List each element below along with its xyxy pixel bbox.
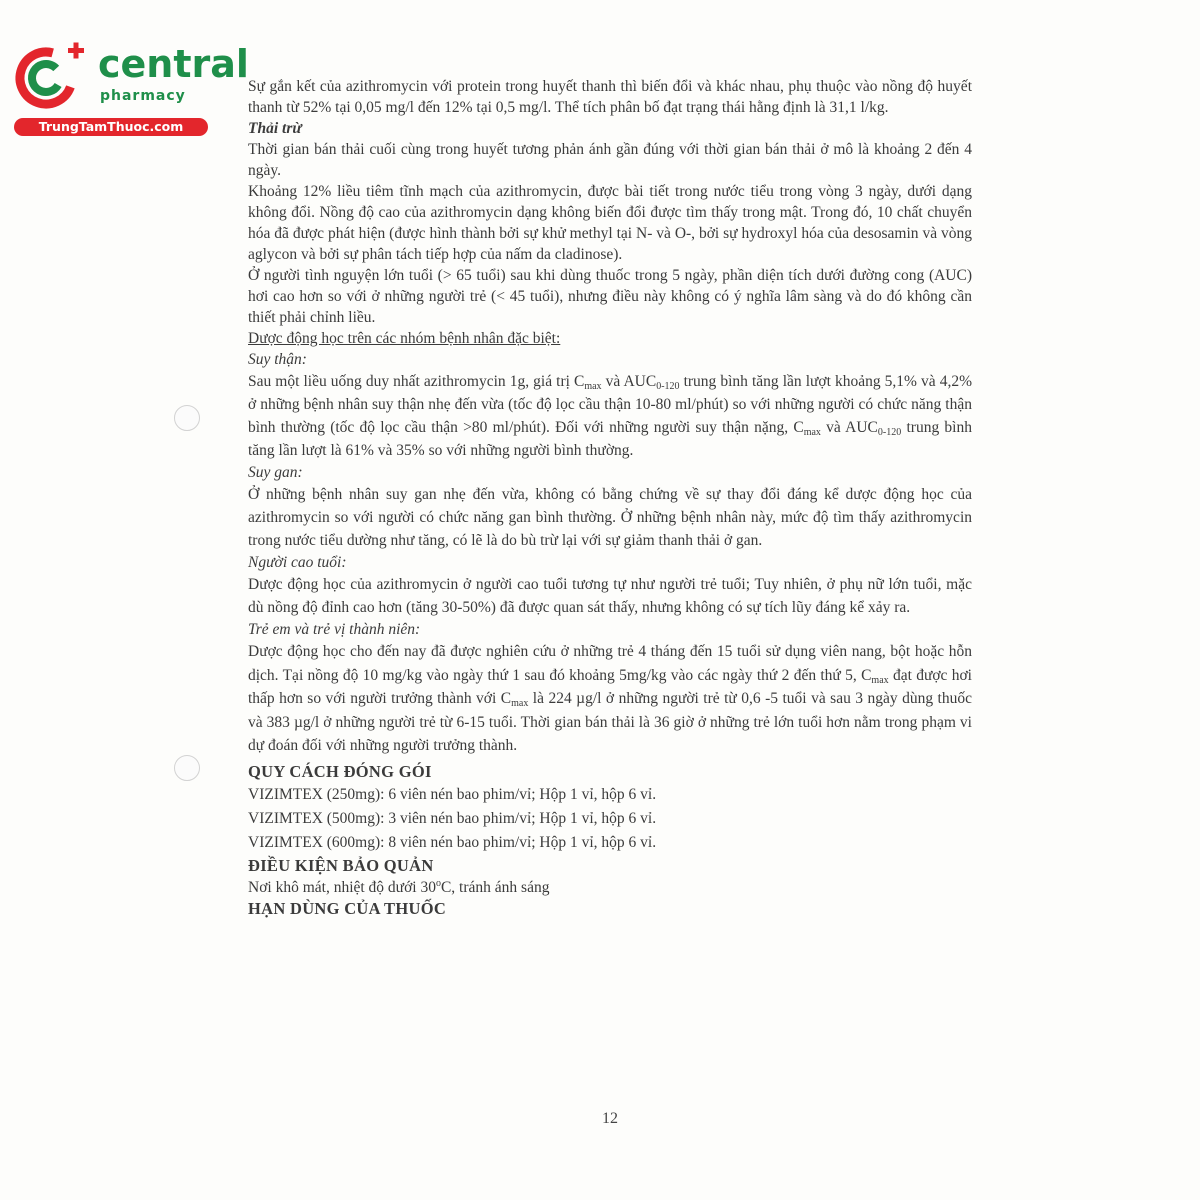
paragraph-tre-em: Dược động học cho đến nay đã được nghiên cứu ở những trẻ 4 tháng đến 15 tuổi sử dụng viên nang, bột hoặc hỗn dịch. Tại nồng độ 10 mg/kg vào ngày thứ 1 sau đó khoảng 5mg/kg vào các ngày thứ 2 đến thứ 5, $C_{max}$ đạt được hơi thấp hơn so với người trưởng thành với $C_{max}$ là 224 µg/l ở những người trẻ từ 0,6 -5 tuổi và sau 3 ngày dùng thuốc và 383 µg/l ở những người trẻ từ 6-15 tuổi. Thời gian bán thải là 36 giờ ở những trẻ lớn tuổi hơn nằm trong phạm vi dự đoán đối với những người trưởng thành. bbox=[248, 643, 972, 754]
heading-nguoi-cao-tuoi: Người cao tuổi: bbox=[248, 554, 347, 571]
heading-suy-gan: Suy gan: bbox=[248, 464, 303, 481]
paragraph-suy-gan: Ở những bệnh nhân suy gan nhẹ đến vừa, không có bằng chứng về sự thay đổi đáng kể dược động học của azithromycin so với người có chức năng gan bình thường. Ở những bệnh nhân này, mức độ tìm thấy azithromycin trong nước tiểu dường như tăng, có lẽ là do bù trừ lại với sự giảm thanh thải ở gan. bbox=[248, 486, 972, 549]
logo-name: central bbox=[98, 42, 249, 86]
storage-text: Nơi khô mát, nhiệt độ dưới 30$^o$C, tránh ánh sáng bbox=[248, 877, 550, 896]
paragraph-suy-than: Sau một liều uống duy nhất azithromycin 1g, giá trị $C_{max}$ và $AUC_{0-120}$ trung bình tăng lần lượt khoảng 5,1% và 4,2% ở những bệnh nhân suy thận nhẹ đến vừa (tốc độ lọc cầu thận 10-80 ml/phút) so với những người có chức năng thận bình thường (tốc độ lọc cầu thận >80 ml/phút). Đối với những người suy thận nặng, $C_{max}$ và $AUC_{0-120}$ trung bình tăng lần lượt là 61% và 35% so với những người bình thường. bbox=[248, 373, 972, 459]
packaging-line: VIZIMTEX (250mg): 6 viên nén bao phim/vỉ; Hộp 1 vỉ, hộp 6 vỉ. bbox=[248, 785, 657, 803]
packaging-line: VIZIMTEX (500mg): 3 viên nén bao phim/vỉ; Hộp 1 vỉ, hộp 6 vỉ. bbox=[248, 809, 657, 827]
heading-suy-than: Suy thận: bbox=[248, 351, 307, 368]
section-heading-packaging: QUY CÁCH ĐÓNG GÓI bbox=[248, 761, 432, 781]
paragraph: Sự gắn kết của azithromycin với protein trong huyết thanh thì biến đổi và khác nhau, phụ thuộc vào nồng độ huyết thanh từ 52% tại 0,05 mg/l đến 12% tại 0,5 mg/l. Thể tích phân bố đạt trạng thái hằng định là 31,1 l/kg. bbox=[248, 78, 972, 116]
punch-hole bbox=[174, 755, 200, 781]
document-body bbox=[248, 76, 972, 920]
pharmacy-logo-icon bbox=[12, 38, 92, 118]
subsection-heading-special-groups: Dược động học trên các nhóm bệnh nhân đặc biệt: bbox=[248, 330, 561, 347]
central-pharmacy-logo bbox=[12, 38, 249, 138]
section-heading-expiry: HẠN DÙNG CỦA THUỐC bbox=[248, 898, 447, 918]
paragraph: Ở người tình nguyện lớn tuổi (> 65 tuổi) sau khi dùng thuốc trong 5 ngày, phần diện tích dưới đường cong (AUC) hơi cao hơn so với ở những người trẻ (< 45 tuổi), nhưng điều này không có ý nghĩa lâm sàng và do đó không cần thiết phải chỉnh liều. bbox=[248, 267, 972, 326]
heading-tre-em: Trẻ em và trẻ vị thành niên: bbox=[248, 621, 421, 638]
section-heading-thai-tru: Thải trừ bbox=[248, 120, 302, 137]
logo-website: TrungTamThuoc.com bbox=[14, 118, 208, 136]
paragraph: Khoảng 12% liều tiêm tĩnh mạch của azithromycin, được bài tiết trong nước tiểu trong vòng 3 ngày, dưới dạng không đổi. Nồng độ cao của azithromycin dạng không biến đổi được tìm thấy trong mật. Trong đó, 10 chất chuyển hóa đã được phát hiện (được hình thành bởi sự khử methyl tại N- và O-, bởi sự hydroxyl hóa của desosamin và vòng aglycon và bởi sự phân tách tiếp hợp của nấm da cladinose). bbox=[248, 183, 972, 263]
logo-subtitle: pharmacy bbox=[100, 88, 186, 104]
section-heading-storage: ĐIỀU KIỆN BẢO QUẢN bbox=[248, 855, 434, 875]
page-number: 12 bbox=[602, 1110, 618, 1127]
packaging-line: VIZIMTEX (600mg): 8 viên nén bao phim/vỉ; Hộp 1 vỉ, hộp 6 vỉ. bbox=[248, 833, 657, 851]
punch-hole bbox=[174, 405, 200, 431]
paragraph: Thời gian bán thải cuối cùng trong huyết tương phản ánh gần đúng với thời gian bán thải ở mô là khoảng 2 đến 4 ngày. bbox=[248, 141, 972, 179]
paragraph-nguoi-cao-tuoi: Dược động học của azithromycin ở người cao tuổi tương tự như người trẻ tuổi; Tuy nhiên, ở phụ nữ lớn tuổi, mặc dù nồng độ đỉnh cao hơn (tăng 30-50%) đã được quan sát thấy, nhưng không có sự tích lũy đáng kể xảy ra. bbox=[248, 576, 972, 616]
